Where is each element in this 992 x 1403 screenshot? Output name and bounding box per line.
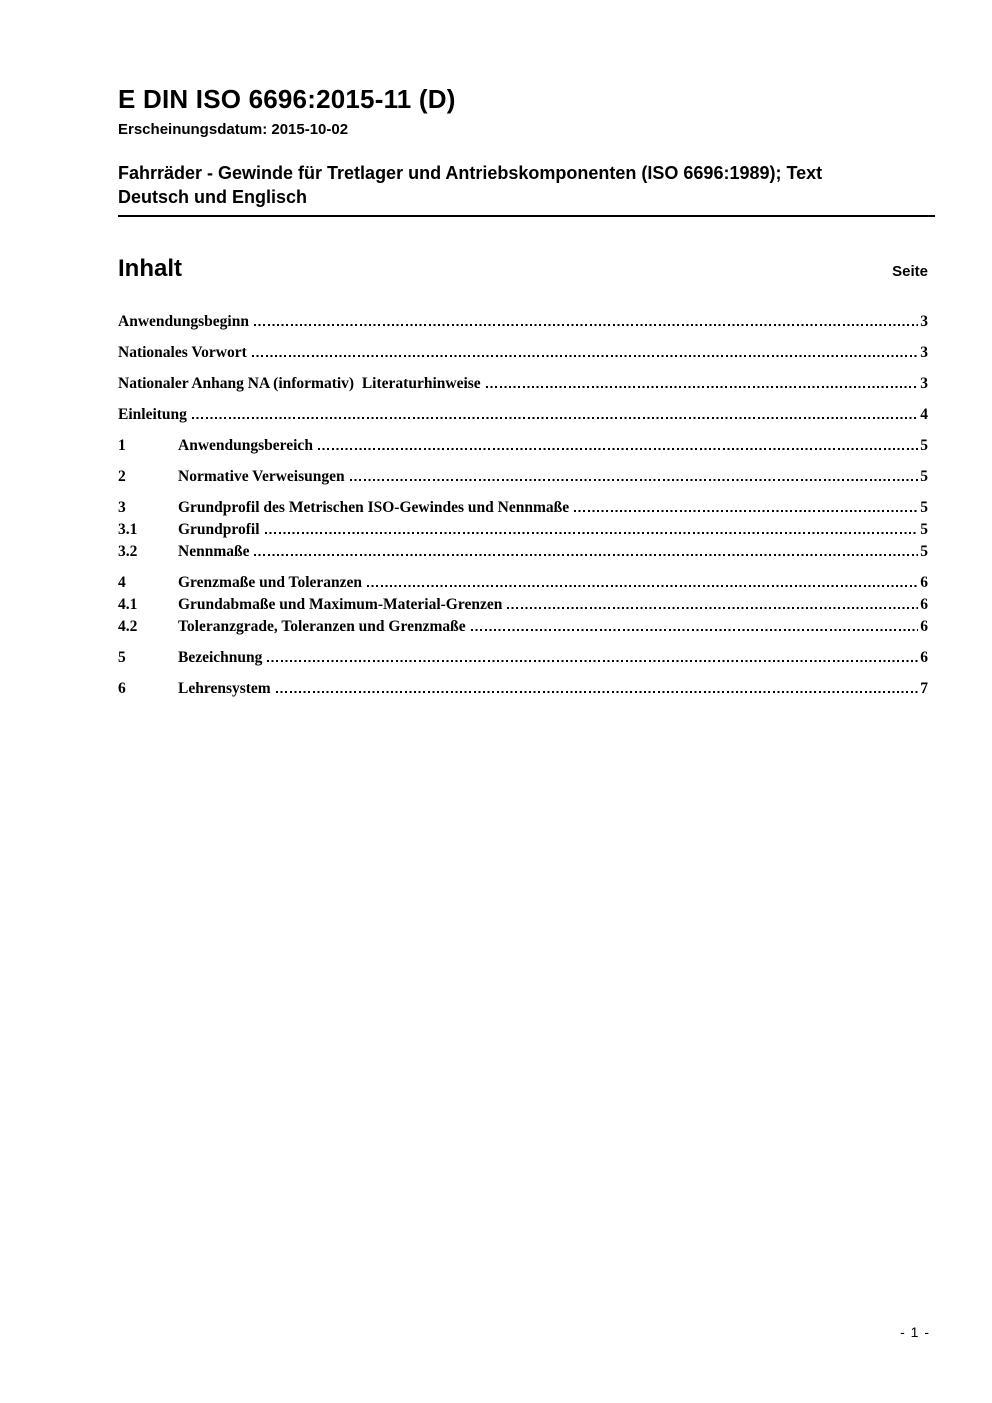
dotted-leader (486, 386, 919, 388)
toc-entry-3-1 (118, 519, 928, 541)
subtitle-line-1: Fahrräder - Gewinde für Tretlager und Antriebskomponenten (ISO 6696:1989); Text (118, 163, 823, 184)
toc-entry-label: Nationaler Anhang NA (informativ) Literaturhinweise (118, 375, 481, 393)
toc-entry-6 (118, 678, 928, 700)
toc-entry-4 (118, 572, 928, 594)
toc-entry-number: 3.2 (118, 543, 138, 561)
toc-entry-page: 3 (920, 344, 928, 362)
dotted-leader (254, 554, 918, 556)
dotted-leader (574, 510, 918, 512)
toc-entry-label: Grundabmaße und Maximum-Material-Grenzen (178, 596, 503, 614)
toc-entry-2 (118, 466, 928, 488)
dotted-leader (254, 324, 918, 326)
toc-entry-label: Toleranzgrade, Toleranzen und Grenzmaße (178, 618, 466, 636)
subtitle-line-2: Deutsch und Englisch (118, 187, 308, 208)
toc-entry-label: Grundprofil des Metrischen ISO-Gewindes und Nennmaße (178, 499, 570, 517)
toc-entry-page: 3 (920, 313, 928, 331)
toc-entry-number: 1 (118, 437, 126, 455)
toc-entry-number: 3 (118, 499, 126, 517)
release-date: Erscheinungsdatum: 2015-10-02 (118, 121, 349, 139)
toc-entry-page: 6 (920, 574, 928, 592)
toc-entry-einleitung (118, 404, 928, 426)
header-divider (118, 215, 935, 217)
toc-entry-page: 5 (920, 499, 928, 517)
toc-entry-number: 3.1 (118, 521, 138, 539)
dotted-leader (367, 585, 918, 587)
toc-entry-label: Einleitung (118, 406, 187, 424)
dotted-leader (318, 448, 918, 450)
dotted-leader (265, 532, 919, 534)
toc-entry-label: Nationales Vorwort (118, 344, 247, 362)
toc-list (118, 311, 928, 700)
toc-entry-page: 3 (920, 375, 928, 393)
toc-heading: Inhalt (118, 255, 182, 283)
dotted-leader (507, 607, 918, 609)
toc-entry-label: Grenzmaße und Toleranzen (178, 574, 363, 592)
toc-entry-anwendungsbeginn (118, 311, 928, 333)
toc-entry-number: 6 (118, 680, 126, 698)
toc-entry-page: 6 (920, 649, 928, 667)
toc-entry-1 (118, 435, 928, 457)
dotted-leader (471, 629, 919, 631)
toc-entry-nationaler-anhang (118, 373, 928, 395)
toc-entry-page: 5 (920, 521, 928, 539)
toc-entry-page: 4 (920, 406, 928, 424)
document-title: E DIN ISO 6696:2015-11 (D) (118, 84, 456, 114)
toc-entry-page: 5 (920, 543, 928, 561)
toc-entry-label: Anwendungsbereich (178, 437, 313, 455)
toc-entry-5 (118, 647, 928, 669)
toc-entry-number: 4.1 (118, 596, 138, 614)
toc-entry-number: 4 (118, 574, 126, 592)
toc-entry-label: Nennmaße (178, 543, 250, 561)
dotted-leader (267, 660, 918, 662)
toc-entry-label: Anwendungsbeginn (118, 313, 249, 331)
toc-entry-label: Grundprofil (178, 521, 260, 539)
toc-entry-number: 4.2 (118, 618, 138, 636)
toc-entry-3-2 (118, 541, 928, 563)
dotted-leader (192, 417, 918, 419)
toc-entry-page: 6 (920, 618, 928, 636)
footer-page-number: - 1 - (900, 1324, 930, 1340)
toc-entry-nationales-vorwort (118, 342, 928, 364)
document-subtitle (118, 161, 935, 209)
toc-entry-label: Normative Verweisungen (178, 468, 345, 486)
toc-page-column-label: Seite (892, 263, 928, 281)
toc-entry-page: 5 (920, 437, 928, 455)
toc-entry-label: Lehrensystem (178, 680, 271, 698)
toc-entry-4-1 (118, 594, 928, 616)
toc-entry-label: Bezeichnung (178, 649, 263, 667)
toc-entry-page: 5 (920, 468, 928, 486)
toc-entry-page: 7 (920, 680, 928, 698)
toc-entry-page: 6 (920, 596, 928, 614)
toc-header (118, 255, 928, 283)
toc-entry-number: 5 (118, 649, 126, 667)
toc-entry-4-2 (118, 616, 928, 638)
dotted-leader (350, 479, 919, 481)
toc-entry-3 (118, 497, 928, 519)
dotted-leader (276, 691, 919, 693)
toc-entry-number: 2 (118, 468, 126, 486)
dotted-leader (252, 355, 919, 357)
